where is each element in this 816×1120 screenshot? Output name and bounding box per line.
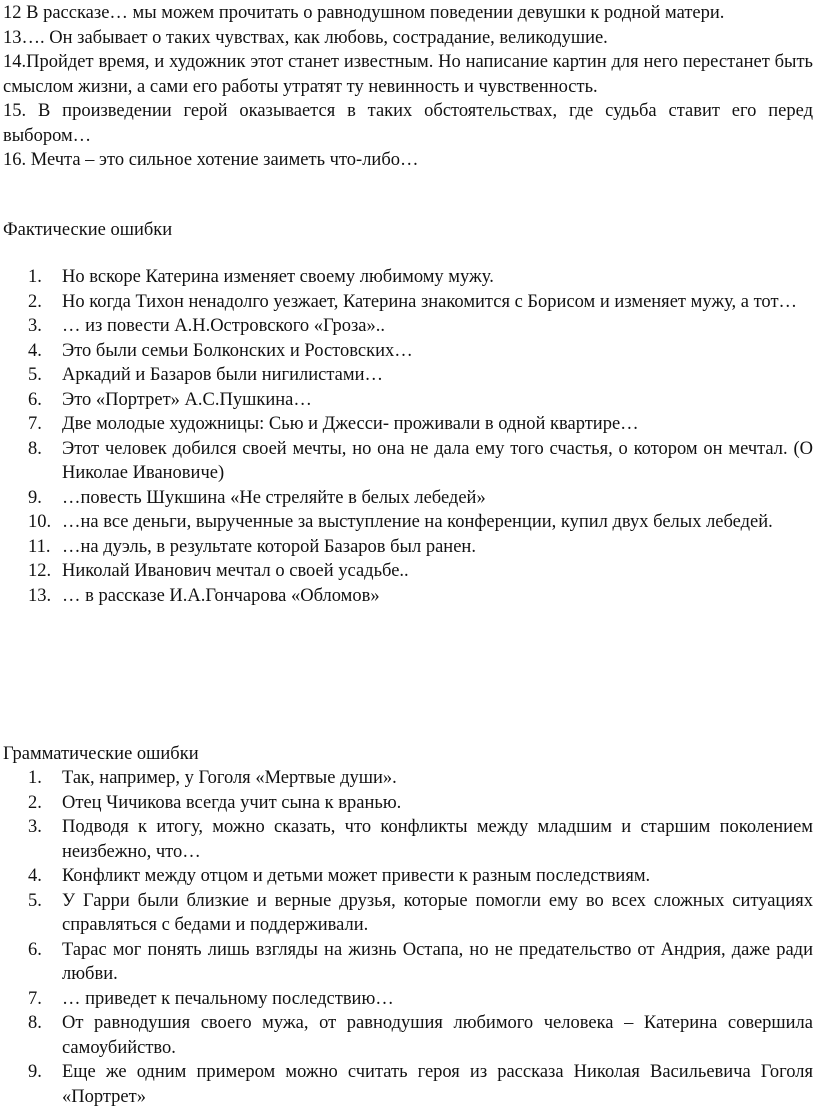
list-item-number: 5.	[28, 365, 42, 385]
list-item-text: … приведет к печальному последствию…	[62, 988, 394, 1009]
list-item	[0, 889, 813, 938]
list-item-number: 11.	[28, 536, 51, 557]
list-item-text: У Гарри были близкие и верные друзья, которые помогли ему во всех сложных ситуациях справляться с бедами и поддерживали.	[62, 890, 813, 935]
list-item-number: 6.	[28, 389, 42, 410]
list-item-text: Аркадий и Базаров были нигилистами…	[62, 365, 383, 385]
list-item-text: Это «Портрет» А.С.Пушкина…	[62, 389, 312, 410]
list-item	[0, 363, 813, 388]
list-item-number: 8.	[28, 438, 42, 459]
list-item-number: 9.	[28, 487, 42, 508]
list-item-number: 2.	[28, 291, 42, 312]
list-item-text: Но вскоре Катерина изменяет своему любимому мужу.	[62, 267, 494, 287]
intro-paragraph-15: 15. В произведении герой оказывается в таких обстоятельствах, где судьба ставит его перед выбором…	[3, 101, 813, 146]
list-item-number: 5.	[28, 890, 42, 911]
list-item	[0, 1060, 813, 1109]
grammar-errors-heading: Грамматические ошибки	[3, 744, 199, 764]
list-item-text: Две молодые художницы: Сью и Джесси- проживали в одной квартире…	[62, 414, 639, 434]
list-item	[0, 1011, 813, 1060]
list-item-text: Но когда Тихон ненадолго уезжает, Катерина знакомится с Борисом и изменяет мужу, а тот…	[62, 291, 798, 312]
list-item-number: 7.	[28, 414, 42, 434]
list-item-text: … в рассказе И.А.Гончарова «Обломов»	[62, 585, 380, 606]
list-item-number: 12.	[28, 561, 52, 581]
list-item-text: От равнодушия своего мужа, от равнодушия любимого человека – Катерина совершила самоубийство.	[62, 1013, 813, 1058]
list-item-number: 8.	[28, 1013, 42, 1033]
list-item-text: Еще же одним примером можно считать героя из рассказа Николая Васильевича Гоголя «Портрет»	[62, 1062, 813, 1107]
list-item-number: 6.	[28, 939, 42, 960]
list-item-number: 4.	[28, 866, 42, 886]
list-item-text: Так, например, у Гоголя «Мертвые души».	[62, 768, 397, 788]
list-item	[0, 265, 813, 290]
list-item-text: Николай Иванович мечтал о своей усадьбе..	[62, 561, 409, 581]
list-item	[0, 510, 813, 535]
list-item	[0, 412, 813, 437]
list-item-number: 1.	[28, 267, 42, 287]
list-item-text: … из повести А.Н.Островского «Гроза»..	[62, 316, 386, 336]
list-item-text: Подводя к итогу, можно сказать, что конфликты между младшим и старшим поколением неизбежно, что…	[62, 817, 813, 862]
factual-errors-list	[0, 265, 813, 608]
list-item-text: …на дуэль, в результате которой Базаров был ранен.	[62, 536, 476, 557]
list-item-number: 10.	[28, 512, 52, 532]
list-item	[0, 437, 813, 486]
list-item	[0, 938, 813, 987]
list-item-number: 7.	[28, 988, 42, 1009]
list-item-number: 1.	[28, 768, 42, 788]
list-item-text: Конфликт между отцом и детьми может привести к разным последствиям.	[62, 866, 651, 886]
factual-errors-heading: Фактические ошибки	[3, 220, 173, 240]
grammar-errors-list	[0, 766, 813, 1109]
list-item	[0, 290, 813, 315]
intro-paragraph-12: 12 В рассказе… мы можем прочитать о равнодушном поведении девушки к родной матери.	[3, 3, 725, 23]
intro-paragraph-14: 14.Пройдет время, и художник этот станет известным. Но написание картин для него перестанет быть смыслом жизни, а сами его работы утратят ту невинность и чувственность.	[3, 52, 813, 97]
list-item	[0, 559, 813, 584]
list-item-text: Отец Чичикова всегда учит сына к вранью.	[62, 792, 402, 813]
intro-paragraph-16: 16. Мечта – это сильное хотение заиметь что-либо…	[3, 150, 419, 170]
list-item	[0, 791, 813, 816]
list-item-number: 4.	[28, 340, 42, 361]
list-item-number: 3.	[28, 817, 42, 837]
list-item-number: 13.	[28, 585, 52, 606]
list-item-text: …повесть Шукшина «Не стреляйте в белых лебедей»	[62, 487, 486, 508]
intro-paragraph-13: 13…. Он забывает о таких чувствах, как любовь, сострадание, великодушие.	[3, 27, 608, 48]
list-item-number: 3.	[28, 316, 42, 336]
list-item-text: Это были семьи Болконских и Ростовских…	[62, 340, 413, 361]
list-item	[0, 987, 813, 1012]
list-item	[0, 815, 813, 864]
list-item	[0, 584, 813, 609]
list-item	[0, 339, 813, 364]
list-item	[0, 388, 813, 413]
list-item	[0, 766, 813, 791]
list-item-text: Этот человек добился своей мечты, но она не дала ему того счастья, о котором он мечтал. (О Николае Ивановиче)	[62, 438, 813, 483]
list-item	[0, 864, 813, 889]
list-item	[0, 535, 813, 560]
list-item-number: 9.	[28, 1062, 42, 1082]
list-item	[0, 486, 813, 511]
intro-paragraphs	[3, 1, 813, 173]
list-item	[0, 314, 813, 339]
list-item-number: 2.	[28, 792, 42, 813]
list-item-text: …на все деньги, вырученные за выступление на конференции, купил двух белых лебедей.	[62, 512, 773, 532]
list-item-text: Тарас мог понять лишь взгляды на жизнь Остапа, но не предательство от Андрия, даже ради любви.	[62, 939, 813, 984]
